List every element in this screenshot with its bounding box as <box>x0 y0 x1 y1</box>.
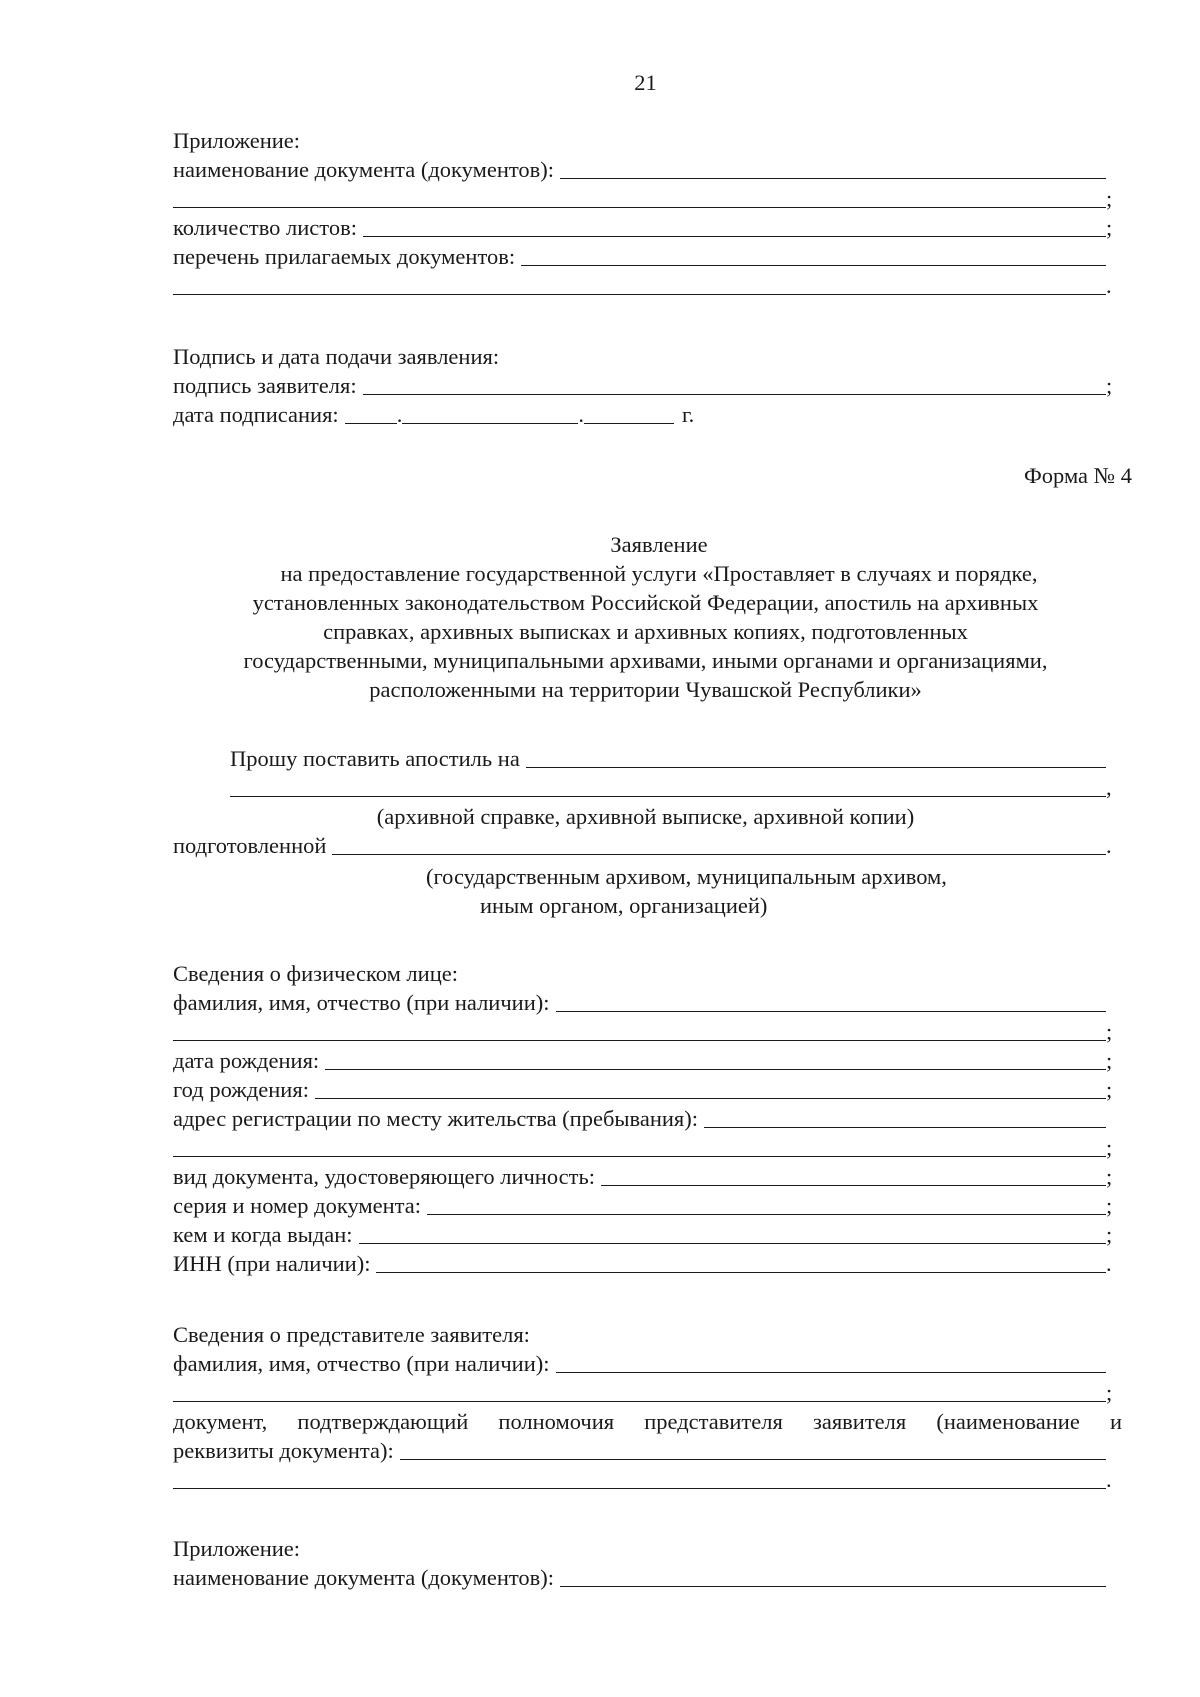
rep-fio-end: ; <box>1106 1380 1113 1405</box>
series-field[interactable] <box>427 1214 1106 1215</box>
request-end: , <box>1106 775 1112 800</box>
request-hint: (архивной справке, архивной выписке, архивной копии) <box>376 804 915 829</box>
date-dot-2: . <box>578 402 584 427</box>
doc-name-label: наименование документа (документов): <box>173 157 555 182</box>
issued-end: ; <box>1106 1222 1113 1247</box>
rep-authority-end: . <box>1106 1467 1112 1492</box>
form-number: Форма № 4 <box>1024 463 1132 488</box>
sheets-label: количество листов: <box>173 215 357 240</box>
bottom-doc-name-row <box>173 1563 1118 1593</box>
signature-field[interactable] <box>363 394 1106 395</box>
docs-list-end: . <box>1106 273 1112 298</box>
bottom-doc-name-label: наименование документа (документов): <box>173 1565 555 1590</box>
birth-date-field[interactable] <box>325 1069 1106 1070</box>
person-fio-field[interactable] <box>556 1011 1107 1012</box>
id-doc-field[interactable] <box>601 1185 1106 1186</box>
docs-list-field-2[interactable] <box>173 294 1106 295</box>
inn-field[interactable] <box>376 1272 1106 1273</box>
rep-fio-field-2[interactable] <box>173 1401 1106 1402</box>
prepared-hint-2: иным органом, организацией) <box>480 893 768 918</box>
request-field-2[interactable] <box>230 796 1106 797</box>
series-label: серия и номер документа: <box>173 1193 422 1218</box>
person-heading: Сведения о физическом лице: <box>173 961 458 986</box>
date-year-field[interactable] <box>584 423 674 424</box>
address-end: ; <box>1106 1135 1113 1160</box>
request-row <box>230 744 1118 774</box>
docs-list-row-2 <box>173 271 1118 301</box>
rep-authority-field[interactable] <box>400 1459 1106 1460</box>
inn-label: ИНН (при наличии): <box>173 1251 371 1276</box>
id-doc-label: вид документа, удостоверяющего личность: <box>173 1164 595 1189</box>
form-subtitle-line-5: расположенными на территории Чувашской Республики» <box>369 677 922 702</box>
prepared-end: . <box>1106 833 1112 858</box>
request-field[interactable] <box>526 767 1106 768</box>
prepared-label: подготовленной <box>173 833 327 858</box>
issued-row <box>173 1220 1118 1250</box>
sheets-end: ; <box>1106 215 1113 240</box>
appendix-heading: Приложение: <box>173 128 301 153</box>
rep-authority-row-2 <box>173 1465 1118 1495</box>
rep-authority-label: реквизиты документа): <box>173 1438 394 1463</box>
representative-heading: Сведения о представителе заявителя: <box>173 1322 530 1347</box>
address-row-2 <box>173 1133 1118 1163</box>
form-subtitle-line-1: на предоставление государственной услуги «Проставляет в случаях и порядке, <box>280 561 1038 586</box>
form-title: Заявление <box>610 532 708 557</box>
rep-fio-field[interactable] <box>556 1372 1107 1373</box>
date-label: дата подписания: <box>173 402 339 427</box>
birth-year-row <box>173 1075 1118 1105</box>
series-end: ; <box>1106 1193 1113 1218</box>
id-doc-end: ; <box>1106 1164 1113 1189</box>
birth-date-end: ; <box>1106 1048 1113 1073</box>
date-month-field[interactable] <box>402 423 578 424</box>
person-fio-row-2 <box>173 1017 1118 1047</box>
signature-row <box>173 371 1118 401</box>
doc-name-field-2[interactable] <box>173 207 1106 208</box>
rep-authority-line: документ, подтверждающий полномочия представителя заявителя (наименование и <box>173 1409 1122 1434</box>
issued-label: кем и когда выдан: <box>173 1222 353 1247</box>
docs-list-row <box>173 242 1118 272</box>
birth-date-row <box>173 1046 1118 1076</box>
inn-end: . <box>1106 1251 1112 1276</box>
request-row-2 <box>230 773 1118 803</box>
rep-authority-row <box>173 1436 1118 1466</box>
bottom-doc-name-field[interactable] <box>560 1586 1106 1587</box>
birth-year-end: ; <box>1106 1077 1113 1102</box>
person-fio-row <box>173 988 1118 1018</box>
date-row <box>173 400 1118 430</box>
prepared-row <box>173 831 1118 861</box>
form-subtitle-line-3: справках, архивных выписках и архивных копиях, подготовленных <box>323 619 968 644</box>
request-label: Прошу поставить апостиль на <box>230 746 520 771</box>
series-row <box>173 1191 1118 1221</box>
docs-list-field[interactable] <box>521 265 1106 266</box>
date-suffix: г. <box>681 402 695 427</box>
sheets-row <box>173 213 1118 243</box>
form-subtitle-line-2: установленных законодательством Российской Федерации, апостиль на архивных <box>252 590 1039 615</box>
doc-name-end: ; <box>1106 186 1113 211</box>
rep-fio-label: фамилия, имя, отчество (при наличии): <box>173 1351 550 1376</box>
person-fio-label: фамилия, имя, отчество (при наличии): <box>173 990 550 1015</box>
id-doc-row <box>173 1162 1118 1192</box>
prepared-field[interactable] <box>332 854 1106 855</box>
address-field-2[interactable] <box>173 1156 1106 1157</box>
inn-row <box>173 1249 1118 1279</box>
address-label: адрес регистрации по месту жительства (пребывания): <box>173 1106 699 1131</box>
date-day-field[interactable] <box>345 423 397 424</box>
doc-name-field[interactable] <box>560 178 1106 179</box>
signature-heading: Подпись и дата подачи заявления: <box>173 344 500 369</box>
birth-date-label: дата рождения: <box>173 1048 320 1073</box>
person-fio-field-2[interactable] <box>173 1040 1106 1041</box>
signature-label: подпись заявителя: <box>173 373 357 398</box>
address-row <box>173 1104 1118 1134</box>
rep-fio-row <box>173 1349 1118 1379</box>
form-subtitle-line-4: государственными, муниципальными архивами, иными органами и организациями, <box>243 648 1048 673</box>
person-fio-end: ; <box>1106 1019 1113 1044</box>
bottom-appendix-heading: Приложение: <box>173 1536 301 1561</box>
prepared-hint-1: (государственным архивом, муниципальным архивом, <box>426 864 947 889</box>
page-number: 21 <box>634 70 657 95</box>
issued-field[interactable] <box>359 1243 1106 1244</box>
birth-year-label: год рождения: <box>173 1077 309 1102</box>
doc-name-row-2 <box>173 184 1118 214</box>
sheets-field[interactable] <box>363 236 1106 237</box>
address-field[interactable] <box>704 1127 1106 1128</box>
birth-year-field[interactable] <box>315 1098 1106 1099</box>
date-dot-1: . <box>396 402 403 427</box>
doc-name-row <box>173 155 1118 185</box>
signature-end: ; <box>1106 373 1113 398</box>
rep-authority-field-2[interactable] <box>173 1488 1106 1489</box>
docs-list-label: перечень прилагаемых документов: <box>173 244 516 269</box>
rep-fio-row-2 <box>173 1378 1118 1408</box>
